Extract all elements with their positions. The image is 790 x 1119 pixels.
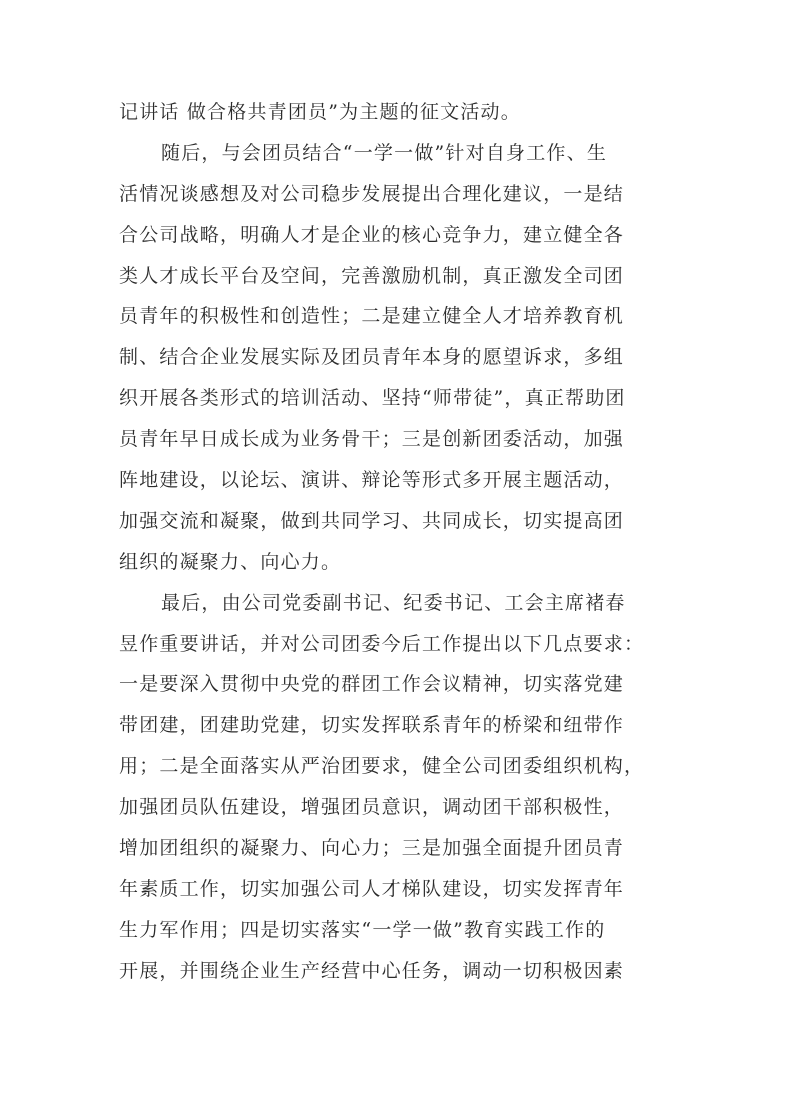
text-line: 记讲话 做合格共青团员”为主题的征文活动。 [119, 101, 521, 123]
text-line: 昱作重要讲话，并对公司团委今后工作提出以下几点要求： [119, 632, 645, 655]
text-line: 带团建，团建助党建，切实发挥联系青年的桥梁和纽带作 [119, 714, 625, 737]
paragraph-start-line: 随后，与会团员结合“一学一做”针对自身工作、生 [161, 141, 608, 164]
text-line: 组织的凝聚力、向心力。 [119, 550, 342, 573]
text-line: 年素质工作，切实加强公司人才梯队建设，切实发挥青年 [119, 877, 625, 900]
text-line: 合公司战略，明确人才是企业的核心竞争力，建立健全各 [119, 223, 625, 246]
text-line: 开展，并围绕企业生产经营中心任务，调动一切积极因素 [119, 959, 625, 982]
text-line: 织开展各类形式的培训活动、坚持“师带徒”，真正帮助团 [119, 387, 626, 410]
document-body [119, 92, 679, 992]
text-line: 员青年早日成长成为业务骨干；三是创新团委活动，加强 [119, 428, 625, 451]
paragraph-start-line: 最后，由公司党委副书记、纪委书记、工会主席褚春 [161, 591, 626, 614]
text-line: 生力军作用；四是切实落实“一学一做”教育实践工作的 [119, 918, 606, 941]
text-line: 增加团组织的凝聚力、向心力；三是加强全面提升团员青 [119, 837, 625, 860]
text-line: 阵地建设，以论坛、演讲、辩论等形式多开展主题活动， [119, 469, 625, 492]
text-line: 加强交流和凝聚，做到共同学习、共同成长，切实提高团 [119, 509, 625, 532]
text-line: 员青年的积极性和创造性；二是建立健全人才培养教育机 [119, 305, 625, 328]
text-line: 加强团员队伍建设，增强团员意识，调动团干部积极性， [119, 796, 625, 819]
text-line: 制、结合企业发展实际及团员青年本身的愿望诉求，多组 [119, 346, 625, 369]
text-line: 类人才成长平台及空间，完善激励机制，真正激发全司团 [119, 264, 625, 287]
text-line: 活情况谈感想及对公司稳步发展提出合理化建议，一是结 [119, 182, 625, 205]
text-line: 用；二是全面落实从严治团要求，健全公司团委组织机构， [119, 755, 645, 778]
text-line: 一是要深入贯彻中央党的群团工作会议精神，切实落党建 [119, 673, 625, 696]
